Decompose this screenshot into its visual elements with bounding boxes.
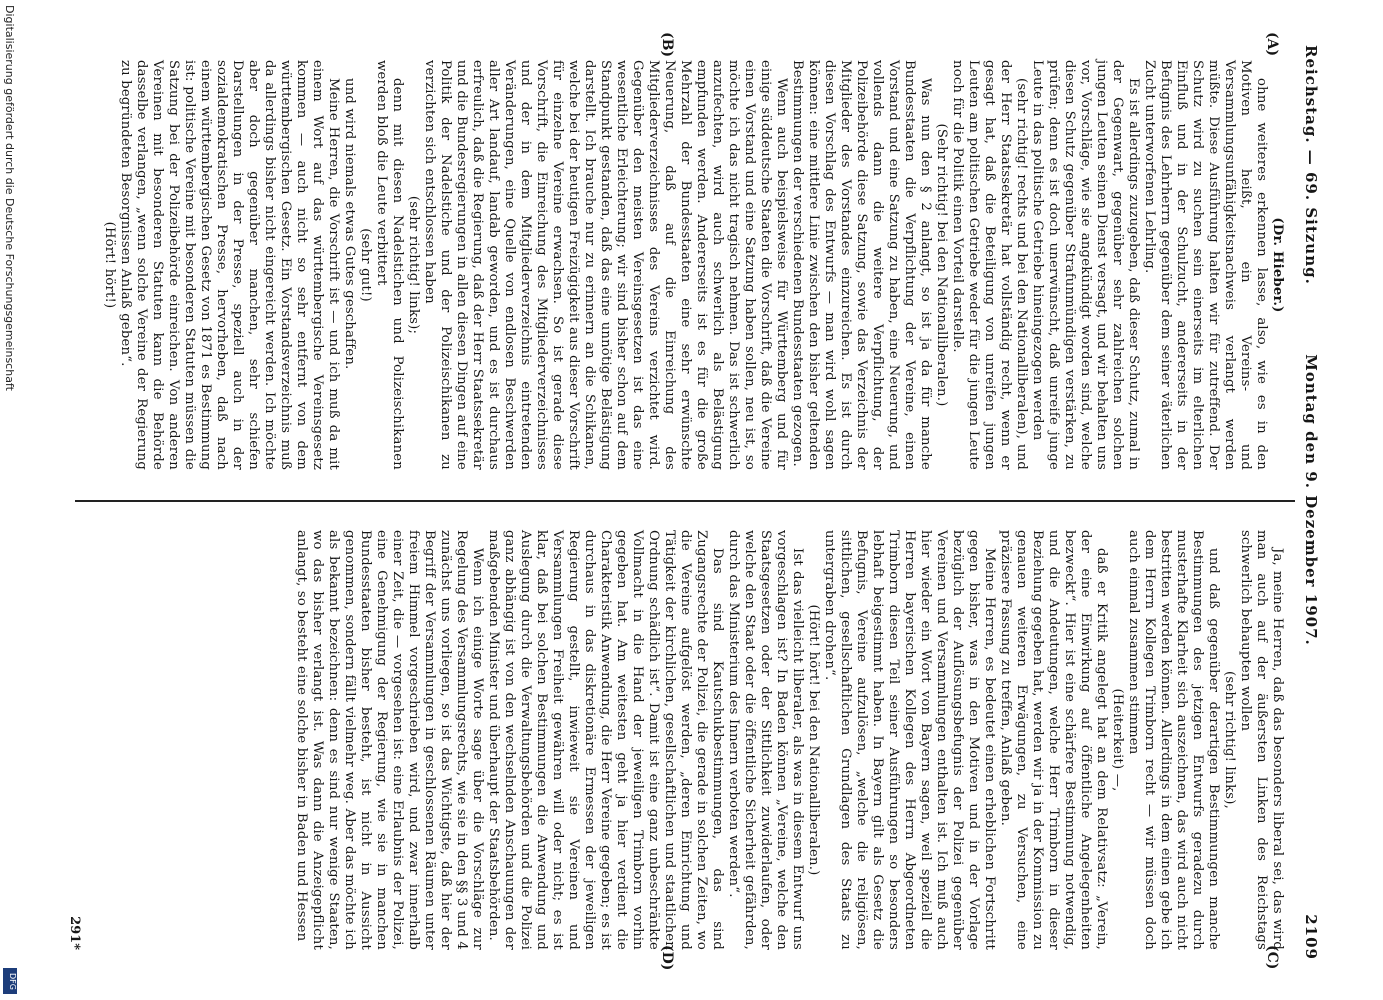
column-divider: [75, 500, 1295, 502]
left-column: [101, 60, 1285, 470]
paragraph: denn mit diesen Nadelstichen und Polizeischikanen werden bloß die Leute verbittert: [374, 60, 405, 470]
page-number: 2109: [1302, 914, 1320, 960]
paragraph: Meine Herren, es bedeutet einen erheblichen Fortschritt gegen bisher, was in den Motiven und in der Vorlage bezüglich der Auflösungsbefugnis der Polizei gegenüber Vereinen und Versammlungen enthalten ist. Ich muß auch hier wieder ein Wort von Bayern sagen, weil speziell die Herren bayerischen Kollegen des Herrn Abgeordneten Trimborn diesen Teil seiner Ausführungen so besonders lebhaft beigestimmt haben. In Bayern gilt als Gesetz die Befugnis, Vereine aufzulösen, „welche die religiösen, sittlichen, gesellschaftlichen Grundlagen des Staats zu untergraben drohen“.: [822, 530, 997, 950]
interjection: (sehr richtig! links),: [1222, 671, 1237, 809]
interjection: (Sehr richtig! bei den Nationalliberalen.): [934, 123, 949, 407]
header-date: Montag den 9. Dezember 1907.: [1302, 354, 1320, 646]
paragraph: Das sind Kautschukbestimmungen, das sind Zugangsrechte der Polizei, die gerade in solchen Zeiten, wo die Vereine aufgelöst werden, „deren Einrichtung und Tätigkeit der kirchlichen, gesellschaftlichen und staatlichen Ordnung schädlich ist“. Damit ist eine ganz unbeschränkte Vollmacht in die Hand der jeweiligen Trimborn vorhin gegeben hat. Am weitesten geht ja hier verdient die Charakteristik Anwendung, die Herr Vereine gegeben; es ist durchaus in das diskretionäre Ermessen der jeweiligen Regierung gestellt, inwieweit sie Vereinen und Versammlungen Freiheit gewähren will oder nicht; es ist klar, daß bei solchen Bestimmungen die Anwendung und Auslegung durch die Verwaltungsbehörden und die Polizei ganz abhängig ist von den wechselnden Anschauungen der maßgebenden Minister und überhaupt der Staatsbehörden.: [486, 530, 725, 950]
paragraph: Meine Herren, die Vorschrift ist — und ich muß da mit einem Wort auf das württembergische Vereinsgesetz kommen — auch nicht so sehr entfernt von dem württembergischen Gesetz. Ein Vorstandsverzeichnis muß da allerdings bisher nicht eingereicht werden. Ich möchte aber doch gegenüber manchen, sehr schiefen Darstellungen in der Presse, speziell auch in der sozialdemokratischen Presse, hervorheben, daß nach einem württembergischen Gesetz von 1871 es Bestimmung ist: politische Vereine mit besonderen Statuten müssen die Satzung bei der Polizeibehörde einreichen. Von anderen Vereinen mit besonderen Statuten kann die Behörde dasselbe verlangen, „wenn solche Vereine der Regierung zu begründeten Besorgnissen Anlaß geben“.: [118, 60, 341, 470]
paragraph: Ist das vielleicht liberaler, als was in diesem Entwurf uns vorgeschlagen ist? In Baden können „Vereine, welche den Staatsgesetzen oder der Sittlichkeit zuwiderlaufen, oder welche den Staat oder die öffentliche Sicherheit gefährden, durch das Ministerium des Innern verboten werden“.: [726, 530, 805, 950]
interjection: (sehr richtig! links);: [406, 195, 421, 335]
interjection: (sehr gut!): [358, 228, 373, 302]
paragraph: (sehr richtig! rechts und bei den Nationalliberalen), und der Herr Staatssekretär hat vollständig recht, wenn er gesagt hat, daß die Beteiligung von unreifen jungen Leuten am politischen Getriebe weder für die jungen Leute noch für die Politik einen Vorteil darstelle.: [950, 60, 1029, 470]
marker-a: (A): [1264, 32, 1280, 57]
paragraph: Ja, meine Herren, daß das besonders liberal sei, das wird man auch auf der äußersten Linken des Reichstags schwerlich behaupten wollen: [1238, 530, 1285, 950]
paragraph: und daß gegenüber derartigen Bestimmungen manche Bestimmungen des jetzigen Entwurfs geradezu durch musterhafte Klarheit sich auszeichnen, das wird auch nicht bestritten werden können. Allerdings in dem einen gebe ich dem Herrn Kollegen Trimborn recht — wir müssen doch auch einmal zusammen stimmen: [1126, 530, 1221, 950]
interjection: (Heiterkeit) —,: [1110, 688, 1125, 792]
marker-b: (B): [659, 32, 675, 58]
paragraph: Wenn auch beispielsweise für Württemberg und für einige süddeutsche Staaten die Vorschrift, daß die Vereine einen Vorstand und eine Satzung haben sollen, neu ist, so möchte ich das nicht tragisch nehmen. Das ist schwerlich anzufechten, wird auch schwerlich als Belästigung empfunden werden. Andererseits ist es für die große Mehrzahl der Bundesstaaten eine sehr erwünschte Neuerung, daß auf die Einreichung des Mitgliederverzeichnisses des Vereins verzichtet wird. Gegenüber den meisten Vereinsgesetzen ist das eine wesentliche Erleichterung; wir sind bisher schon auf dem Standpunkt gestanden, daß das eine unnötige Belästigung darstellt. Ich brauche nur zu erinnern an die Schikanen, welche bei der heutigen Freizügigkeit aus dieser Vorschrift für einzelne Vereine erwachsen. So ist gerade diese Vorschrift, die Einreichung des Mitgliederverzeichnisses und der in dem Mitgliederverzeichnis eintretenden Veränderungen, eine Quelle von endlosen Beschwerden aller Art landauf, landab geworden, und es ist durchaus erfreulich, daß die Regierung, daß der Herr Staatssekretär und die Bundesregierungen in allen diesen Dingen auf eine Politik der Nadelstiche und der Polizeischikanen zu verzichten sich entschlossen haben: [422, 60, 789, 470]
marker-c: (C): [1264, 945, 1280, 970]
dfg-logo: DFG: [3, 968, 17, 994]
paragraph: Was nun den § 2 anlangt, so ist ja da für manche Bundesstaaten die Verpflichtung der Vereine, einen Vorstand und eine Satzung zu haben, eine Neuerung, und vollends dann die weitere Verpflichtung, der Polizeibehörde diese Satzung, sowie das Verzeichnis der Mitglieder des Vorstandes einzureichen. Es ist durch diesen Vorschlag des Entwurfs — man wird wohl sagen können: eine mittlere Linie zwischen den bisher geltenden Bestimmungen der verschiedenen Bundesstaaten gezogen.: [790, 60, 933, 470]
paragraph: daß er Kritik angelegt hat an dem Relativsatz: „Verein, der eine Einwirkung auf öffentliche Angelegenheiten bezweckt“. Hier ist eine schärfere Bestimmung notwendig, und die Andeutungen, welche Herr Trimborn in dieser Beziehung gegeben hat, werden wir ja in der Kommission zu genauen weiteren Erwägungen, zu Versuchen, eine präzisere Fassung zu treffen, Anlaß geben.: [998, 530, 1109, 950]
paragraph: und wird niemals etwas Gutes geschaffen.: [342, 78, 357, 370]
right-column: [293, 530, 1285, 950]
paragraph: Wenn ich einige Worte sage über die Vorschläge zur Regelung des Versammlungsrechts, wie sie in den §§ 3 und 4 zunächst uns vorliegen, so ist das Wichtigste, daß hier der Begriff der Versammlungen in geschlossenen Räumen unter freiem Himmel vorgeschrieben wird, und zwar innerhalb einer Zeit, die — vorgesehen ist: eine Erlaubnis der Polizei, eine Genehmigung der Regierung, wie sie in manchen Bundesstaaten bisher besteht, ist nicht in Aussicht genommen, sondern fällt vielmehr weg. Aber das möchte ich als bekannt bezeichnen: denn es sind nur wenige Staaten, wo das bisher verlangt ist. Was dann die Anzeigepflicht anlangt, so besteht eine solche bisher in Baden und Hessen: [294, 530, 485, 950]
marker-d: (D): [659, 945, 675, 971]
credit-text: Digitalisierung gefördert durch die Deutsche Forschungsgemeinschaft: [3, 5, 16, 391]
paragraph: ohne weiteres erkennen lasse, also, wie es in den Motiven heißt, ein Vereins- und Versammlungsunfähigkeitsnachweis verlangt werden müßte. Diese Ausführung halten wir für zutreffend. Der Schutz wird zu suchen sein einerseits im elterlichen Einfluß und in der Schulzucht, andererseits in der Befugnis des Lehrherrn gegenüber dem seiner väterlichen Zucht unterworfenen Lehrling.: [1142, 60, 1269, 470]
paragraph: Es ist allerdings zuzugeben, daß dieser Schutz, zumal in der Gegenwart, gegenüber sehr zahlreichen solchen jungen Leuten seinen Dienst versagt, und wir behalten uns vor, Vorschläge, wie sie angekündigt worden sind, welche diesen Schutz gegenüber Strafunmündigen verstärken, zu prüfen; denn es ist doch unerwünscht, daß unreife junge Leute in das politische Getriebe hineingezogen werden: [1030, 60, 1141, 470]
rotated-page: [55, 30, 1325, 970]
digitization-credit: [0, 0, 20, 1000]
interjection: (Hört! hört! bei den Nationalliberalen.): [806, 604, 821, 876]
signature-mark: 291*: [67, 916, 82, 950]
page-header: [1295, 30, 1325, 970]
header-left: Reichstag. — 69. Sitzung.: [1302, 45, 1320, 285]
interjection: (Hört! hört!): [102, 221, 117, 309]
speaker-name: (Dr. Hieber.): [1270, 217, 1285, 313]
